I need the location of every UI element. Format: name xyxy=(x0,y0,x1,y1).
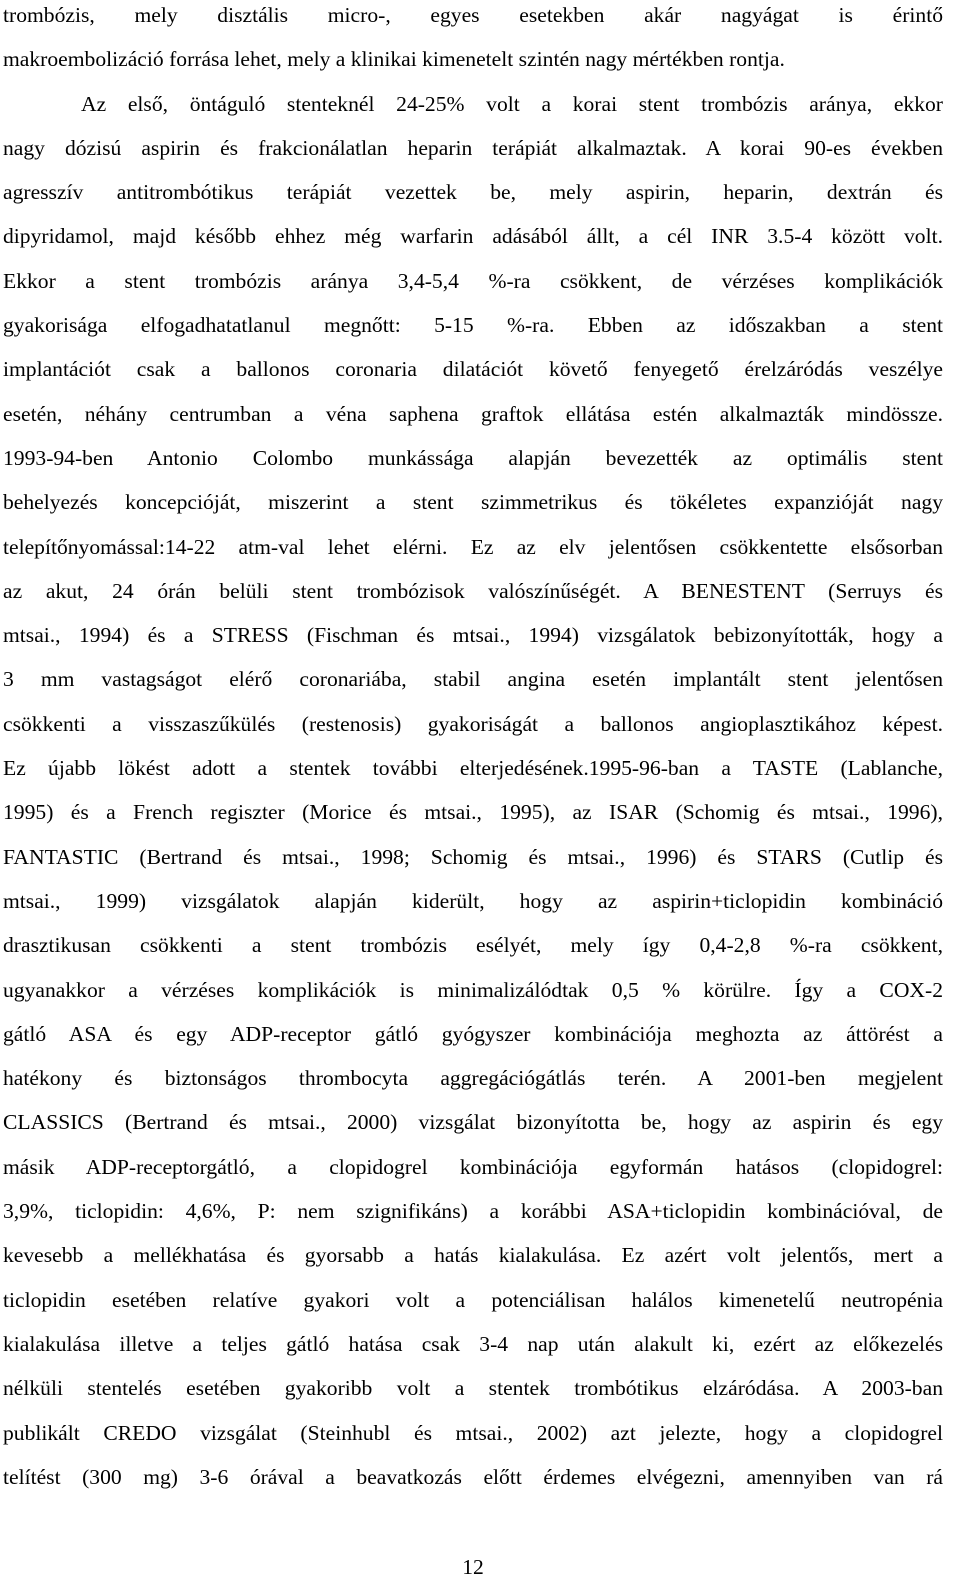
text-line: 1995) és a French regiszter (Morice és mtsai., 1995), az ISAR (Schomig és mtsai., 1996), xyxy=(3,800,943,825)
text-line: Ekkor a stent trombózis aránya 3,4-5,4 %-ra csökkent, de vérzéses komplikációk xyxy=(3,268,943,293)
text-line: 1993-94-ben Antonio Colombo munkássága alapján bevezették az optimális stent xyxy=(3,445,943,470)
page-number: 12 xyxy=(462,1555,484,1579)
text-line: behelyezés koncepcióját, miszerint a stent szimmetrikus és tökéletes expanzióját nagy xyxy=(3,490,943,515)
text-line: ugyanakkor a vérzéses komplikációk is minimalizálódtak 0,5 % körülre. Így a COX-2 xyxy=(3,977,943,1002)
text-line: implantációt csak a ballonos coronaria dilatációt követő fenyegető érelzáródás veszélye xyxy=(3,357,943,382)
text-line: FANTASTIC (Bertrand és mtsai., 1998; Schomig és mtsai., 1996) és STARS (Cutlip és xyxy=(3,844,943,869)
text-line: nélküli stentelés esetében gyakoribb volt a stentek trombótikus elzáródása. A 2003-ban xyxy=(3,1376,943,1401)
text-line: másik ADP-receptorgátló, a clopidogrel kombinációja egyformán hatásos (clopidogrel: xyxy=(3,1154,943,1179)
text-line: nagy dózisú aspirin és frakcionálatlan heparin terápiát alkalmaztak. A korai 90-es években xyxy=(3,135,943,160)
text-line: agresszív antitrombótikus terápiát vezettek be, mely aspirin, heparin, dextrán és xyxy=(3,180,943,205)
text-line: Ez újabb lökést adott a stentek további elterjedésének.1995-96-ban a TASTE (Lablanche, xyxy=(3,756,943,781)
text-line: dipyridamol, majd később ehhez még warfarin adásából állt, a cél INR 3.5-4 között volt. xyxy=(3,224,943,249)
text-line: publikált CREDO vizsgálat (Steinhubl és mtsai., 2002) azt jelezte, hogy a clopidogrel xyxy=(3,1420,943,1445)
text-line: ticlopidin esetében relatíve gyakori volt a potenciálisan halálos kimenetelű neutropénia xyxy=(3,1287,943,1312)
text-line: 3 mm vastagságot elérő coronariába, stabil angina esetén implantált stent jelentősen xyxy=(3,667,943,692)
text-line: gátló ASA és egy ADP-receptor gátló gyógyszer kombinációja meghozta az áttörést a xyxy=(3,1021,943,1046)
text-line: gyakorisága elfogadhatatlanul megnőtt: 5-15 %-ra. Ebben az időszakban a stent xyxy=(3,313,943,338)
text-line: mtsai., 1994) és a STRESS (Fischman és mtsai., 1994) vizsgálatok bebizonyították, hogy a xyxy=(3,623,943,648)
text-line: kialakulása illetve a teljes gátló hatása csak 3-4 nap után alakult ki, ezért az előkezelés xyxy=(3,1331,943,1356)
text-line: CLASSICS (Bertrand és mtsai., 2000) vizsgálat bizonyította be, hogy az aspirin és egy xyxy=(3,1110,943,1135)
text-line: esetén, néhány centrumban a véna saphena graftok ellátása estén alkalmazták mindössze. xyxy=(3,401,943,426)
text-line: drasztikusan csökkenti a stent trombózis esélyét, mely így 0,4-2,8 %-ra csökkent, xyxy=(3,933,943,958)
text-line: 3,9%, ticlopidin: 4,6%, P: nem szignifikáns) a korábbi ASA+ticlopidin kombinációval, de xyxy=(3,1199,943,1224)
text-line: trombózis, mely disztális micro-, egyes esetekben akár nagyágat is érintő xyxy=(3,3,943,27)
text-line: csökkenti a visszaszűkülés (restenosis) gyakoriságát a ballonos angioplasztikához képest. xyxy=(3,711,943,736)
body-text xyxy=(3,0,943,1499)
text-line: telítést (300 mg) 3-6 órával a beavatkozás előtt érdemes elvégezni, amennyiben van rá xyxy=(3,1464,943,1489)
text-line: kevesebb a mellékhatása és gyorsabb a hatás kialakulása. Ez azért volt jelentős, mert a xyxy=(3,1243,943,1268)
text-line: hatékony és biztonságos thrombocyta aggregációgátlás terén. A 2001-ben megjelent xyxy=(3,1066,943,1091)
text-line: Az első, öntáguló stenteknél 24-25% volt a korai stent trombózis aránya, ekkor xyxy=(81,91,943,116)
text-line: az akut, 24 órán belüli stent trombózisok valószínűségét. A BENESTENT (Serruys és xyxy=(3,578,943,603)
text-line: mtsai., 1999) vizsgálatok alapján kiderült, hogy az aspirin+ticlopidin kombináció xyxy=(3,888,943,913)
text-line: telepítőnyomással:14-22 atm-val lehet elérni. Ez az elv jelentősen csökkentette elsősorban xyxy=(3,534,943,559)
text-line: makroembolizáció forrása lehet, mely a klinikai kimenetelt szintén nagy mértékben rontja. xyxy=(3,47,785,72)
